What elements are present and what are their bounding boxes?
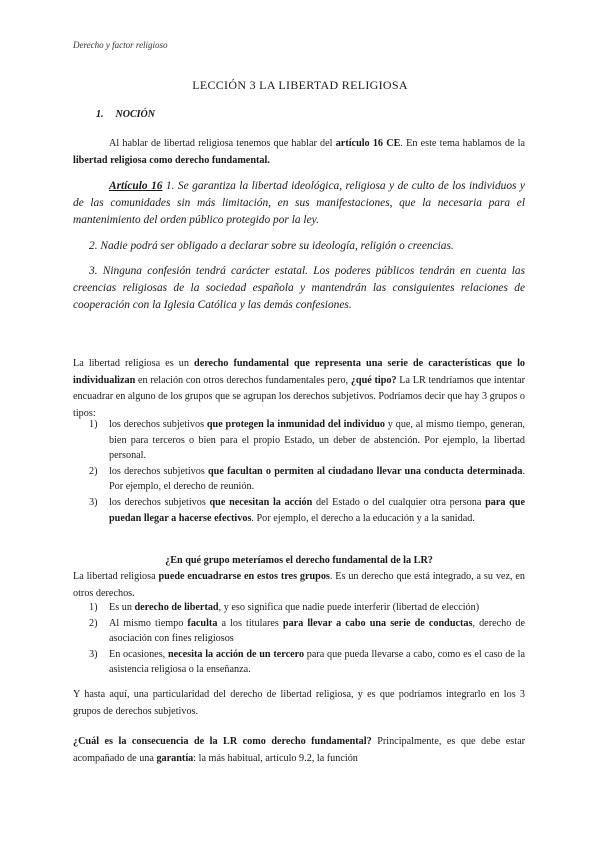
- article-label: Artículo 16: [109, 180, 163, 192]
- body1-text: La libertad religiosa es un: [73, 358, 195, 369]
- question-heading: ¿En qué grupo meteríamos el derecho fundamental de la LR?: [165, 555, 433, 566]
- section-number: 1.: [96, 109, 104, 120]
- list-number: 1): [89, 602, 98, 613]
- body-paragraph-3: Y hasta aquí, una particularidad del derecho de libertad religiosa, y es que podríamos integrarlo en los 3 grupos de derechos subjetivos.: [73, 689, 525, 717]
- body4-question: ¿Cuál es la consecuencia de la LR como derecho fundamental?: [73, 736, 372, 747]
- intro-bold-article: artículo 16 CE: [335, 138, 401, 149]
- body-paragraph-1: [73, 356, 525, 422]
- list-number: 3): [89, 648, 98, 660]
- article-text-1: 1. Se garantiza la libertad ideológica, religiosa y de culto de los individuos y de las comunidades sin más limitación, en sus manifestaciones, que la necesaria para el mantenimiento del orden público protegido por la ley.: [73, 180, 525, 226]
- article-16-paragraph-2: 2. Nadie podrá ser obligado a declarar sobre su ideología, religión o creencias.: [89, 240, 454, 252]
- body-paragraph-2: [73, 569, 525, 602]
- list-text: los derechos subjetivos: [109, 496, 210, 508]
- groups-list: [73, 417, 525, 526]
- body4-bold: garantía: [156, 752, 194, 764]
- list-item: [73, 600, 525, 616]
- intro-paragraph: [73, 136, 525, 169]
- body1-question: ¿qué tipo?: [350, 374, 397, 386]
- list-text: . Por ejemplo, el derecho a la educación y a la sanidad.: [251, 512, 475, 524]
- body4-text: Principalmente, es que debe estar acompañado de una: [73, 736, 525, 764]
- list-number: 2): [89, 465, 98, 477]
- list-text: los derechos subjetivos: [109, 419, 207, 430]
- list-bold: para llevar a cabo una serie de conductas: [282, 617, 473, 629]
- list-text: Es un: [109, 602, 135, 613]
- list-bold: necesita la acción de un tercero: [167, 648, 305, 660]
- list-text: En ocasiones,: [109, 648, 168, 660]
- body-paragraph-4: [73, 734, 525, 767]
- body2-text: La libertad religiosa: [73, 571, 159, 582]
- intro-text-2: . En este tema hablamos de la: [400, 138, 526, 149]
- list-text: , derecho de asociación con fines religiosos: [109, 617, 525, 645]
- article-16-paragraph-3: 3. Ninguna confesión tendrá carácter estatal. Los poderes públicos tendrán en cuenta las creencias religiosas de la sociedad española y mantendrán las consiguientes relaciones de cooperación con la Iglesia Católica y las demás confesiones.: [73, 265, 525, 311]
- lr-list: [73, 600, 525, 678]
- list-text: a los titulares: [217, 617, 283, 629]
- body1-bold: derecho fundamental que representa una serie de características que lo individualizan: [73, 358, 525, 386]
- intro-text: Al hablar de libertad religiosa tenemos que hablar del: [109, 138, 336, 149]
- article-16-paragraph-1: [73, 178, 525, 229]
- section-label: NOCIÓN: [115, 109, 155, 120]
- running-header: Derecho y factor religioso: [73, 40, 168, 50]
- list-number: 2): [89, 617, 98, 629]
- body4-text-2: : la más habitual, artículo 9.2, la función: [193, 752, 358, 764]
- list-item: [73, 647, 525, 678]
- list-bold: que necesitan la acción: [209, 496, 313, 508]
- list-number: 3): [89, 496, 98, 508]
- body2-text-2: . Es un derecho que está integrado, a su vez, en otros derechos.: [73, 571, 525, 599]
- list-bold: que facultan o permiten al ciudadano llevar una conducta determinada: [208, 465, 523, 477]
- list-text: y que, al mismo tiempo, generan, bien para terceros o bien para el propio Estado, un deber de abstención. Por ejemplo, la libertad personal.: [109, 419, 525, 462]
- list-text: del Estado o del cualquier otra persona: [312, 496, 486, 508]
- list-text: para que pueda llevarse a cabo, como es el caso de la asistencia religiosa o la enseñanza.: [109, 648, 525, 676]
- list-bold: que protegen la inmunidad del individuo: [206, 419, 385, 430]
- body2-bold: puede encuadrarse en estos tres grupos: [158, 571, 330, 582]
- list-item: [73, 464, 525, 495]
- list-text: Al mismo tiempo: [109, 617, 188, 629]
- list-bold: para que puedan llegar a hacerse efectivos: [109, 496, 525, 524]
- list-number: 1): [89, 419, 98, 430]
- list-item: [73, 616, 525, 647]
- list-item: [73, 417, 525, 464]
- list-bold: derecho de libertad: [134, 602, 219, 613]
- list-item: [73, 495, 525, 526]
- list-bold: faculta: [187, 617, 218, 629]
- list-text: los derechos subjetivos: [109, 465, 209, 477]
- page-title: LECCIÓN 3 LA LIBERTAD RELIGIOSA: [192, 78, 408, 92]
- section-heading: [96, 109, 155, 120]
- intro-bold-concept: libertad religiosa como derecho fundamental.: [73, 154, 270, 166]
- list-text: , y eso significa que nadie puede interferir (libertad de elección): [218, 602, 480, 613]
- body1-text-2: en relación con otros derechos fundamentales pero,: [135, 374, 351, 386]
- body1-text-3: La LR tendríamos que intentar encuadrar en alguno de los grupos que se agrupan los derechos subjetivos. Podríamos decir que hay 3 grupos o tipos:: [73, 374, 526, 419]
- list-text: . Por ejemplo, el derecho de reunión.: [109, 465, 525, 493]
